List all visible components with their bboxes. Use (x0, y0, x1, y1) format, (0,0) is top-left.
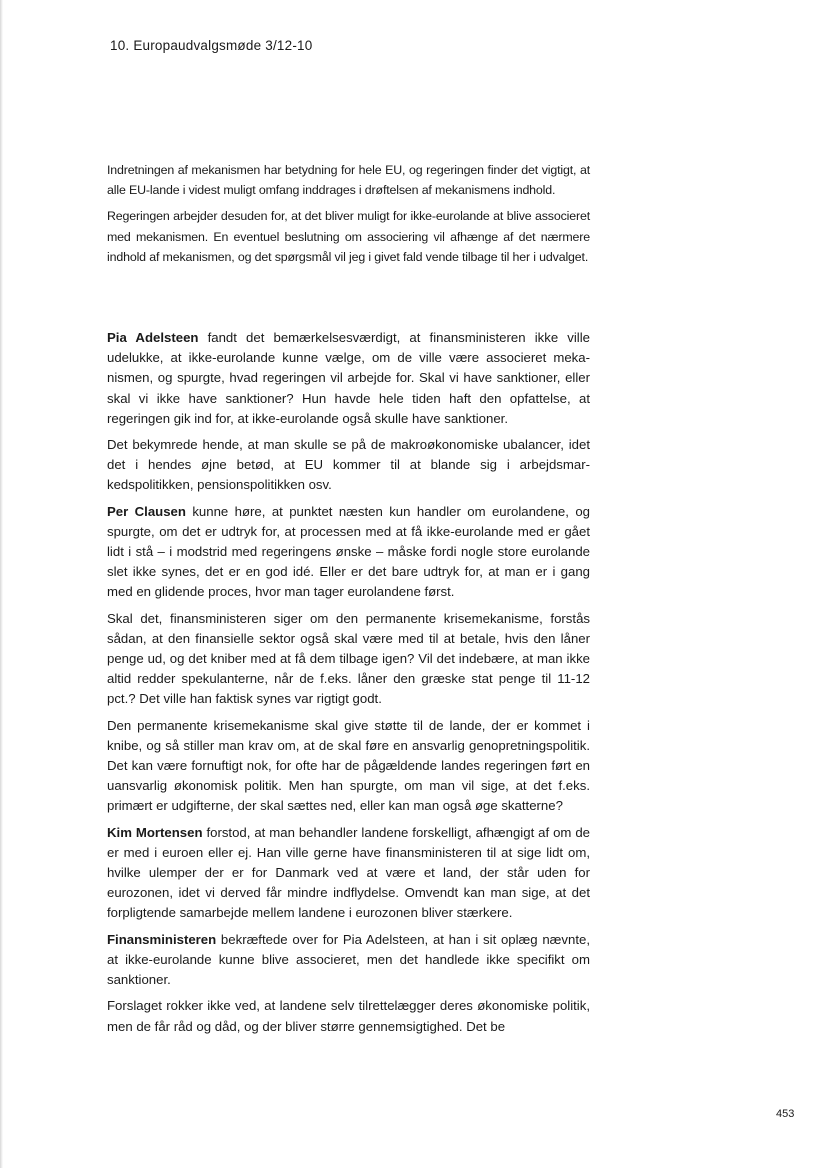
page-header: 10. Europaudvalgsmøde 3/12-10 (110, 38, 313, 53)
paragraph: Regeringen arbejder desuden for, at det bliver muligt for ikke-eurolande at blive associeret med mekanismen. En eventuel beslutning om associering vil afhænge af det nærmere indhold af mekanismen, og det spørgsmål vil jeg i givet fald vende tilbage til her i udvalget. (107, 209, 590, 264)
paragraph-text: Forslaget rokker ikke ved, at landene selv tilrettelægger deres økonomiske politik, men de får råd og dåd, og der bliver større gennemsigtighed. Det be (107, 998, 590, 1034)
paragraph-finansministeren (107, 930, 590, 991)
paragraph-text: Skal det, finansministeren siger om den permanente krisemekanisme, forstås sådan, at den finansielle sektor også skal være med til at betale, hvis den låner penge ud, og det kniber med at få dem tilbage igen? Vil det indebære, at man ikke altid redder spekulanterne, når de f.eks. låner den græske stat penge til 11-12 pct.? Det ville han faktisk synes var rigtigt godt. (107, 610, 590, 707)
paragraph (107, 609, 590, 710)
paragraph (107, 716, 590, 817)
scan-edge (0, 0, 3, 1168)
speaker-name: Finansministeren (107, 931, 217, 947)
discussion-block (107, 328, 590, 1043)
paragraph-text: kunne høre, at punktet næsten kun handler om eurolandene, og spurgte, om det er udtryk for, at processen med at få ikke-eurolande med er gået lidt i stå – i modstrid med regeringens ønske – måske fordi nogle store eurolande slet ikke synes, det er en god idé. Eller er det bare udtryk for, at man er i gang med en glidende proces, hvor man tager eurolandene først. (107, 503, 590, 600)
paragraph-pia-adelsteen (107, 328, 590, 429)
paragraph-text: Det bekymrede hende, at man skulle se på de makroøkonomiske ubalancer, idet det i hendes øjne betød, at EU kommer til at blande sig i arbejdsmarkedspolitikken, pensionspolitikken osv. (107, 437, 590, 493)
top-text-block (107, 160, 590, 273)
speaker-name: Pia Adelsteen (107, 330, 199, 345)
paragraph: Indretningen af mekanismen har betydning for hele EU, og regeringen finder det vigtigt, at alle EU-lande i videst muligt omfang inddrages i drøftelsen af mekanismens indhold. (107, 163, 590, 198)
paragraph-per-clausen (107, 502, 590, 603)
speaker-name: Per Clausen (107, 503, 186, 519)
paragraph-text: bekræftede over for Pia Adelsteen, at han i sit oplæg nævnte, at ikke-eurolande kunne blive associeret, men det handlede ikke specifikt om sanktioner. (107, 931, 590, 988)
paragraph (107, 996, 590, 1036)
paragraph-text: Den permanente krisemekanisme skal give støtte til de lande, der er kommet i knibe, og så stiller man krav om, at de skal føre en ansvarlig genopretningspolitik. Det kan være fornuftigt nok, for ofte har de pågældende landes regeringen ført en uansvarlig økonomisk politik. Men han spurgte, om man vil sige, at det f.eks. primært er udgifterne, der skal sættes ned, eller kan man også øge skatterne? (107, 717, 590, 814)
page-number: 453 (776, 1108, 795, 1120)
paragraph-kim-mortensen (107, 823, 590, 924)
speaker-name: Kim Mortensen (107, 824, 203, 840)
paragraph (107, 435, 590, 496)
paragraph-text: forstod, at man behandler landene forskelligt, afhængigt af om de er med i euroen eller ej. Han ville gerne have finansministeren til at sige lidt om, hvilke ulemper der er for Danmark ved at være et land, der står uden for eurozonen, idet vi derved får mindre indflydelse. Omvendt kan man sige, at det forpligtende samarbejde mellem landene i eurozonen bliver stærkere. (107, 824, 590, 921)
paragraph-text: fandt det bemærkelsesværdigt, at finansministeren ikke ville udelukke, at ikke-eurolande kunne vælge, om de ville være associeret mekanismen, og spurgte, hvad regeringen vil arbejde for. Skal vi have sanktioner, eller skal vi ikke have sanktioner? Hun havde hele tiden haft den opfattelse, at regeringen gik ind for, at ikke-eurolande også skulle have sanktioner. (107, 330, 590, 426)
